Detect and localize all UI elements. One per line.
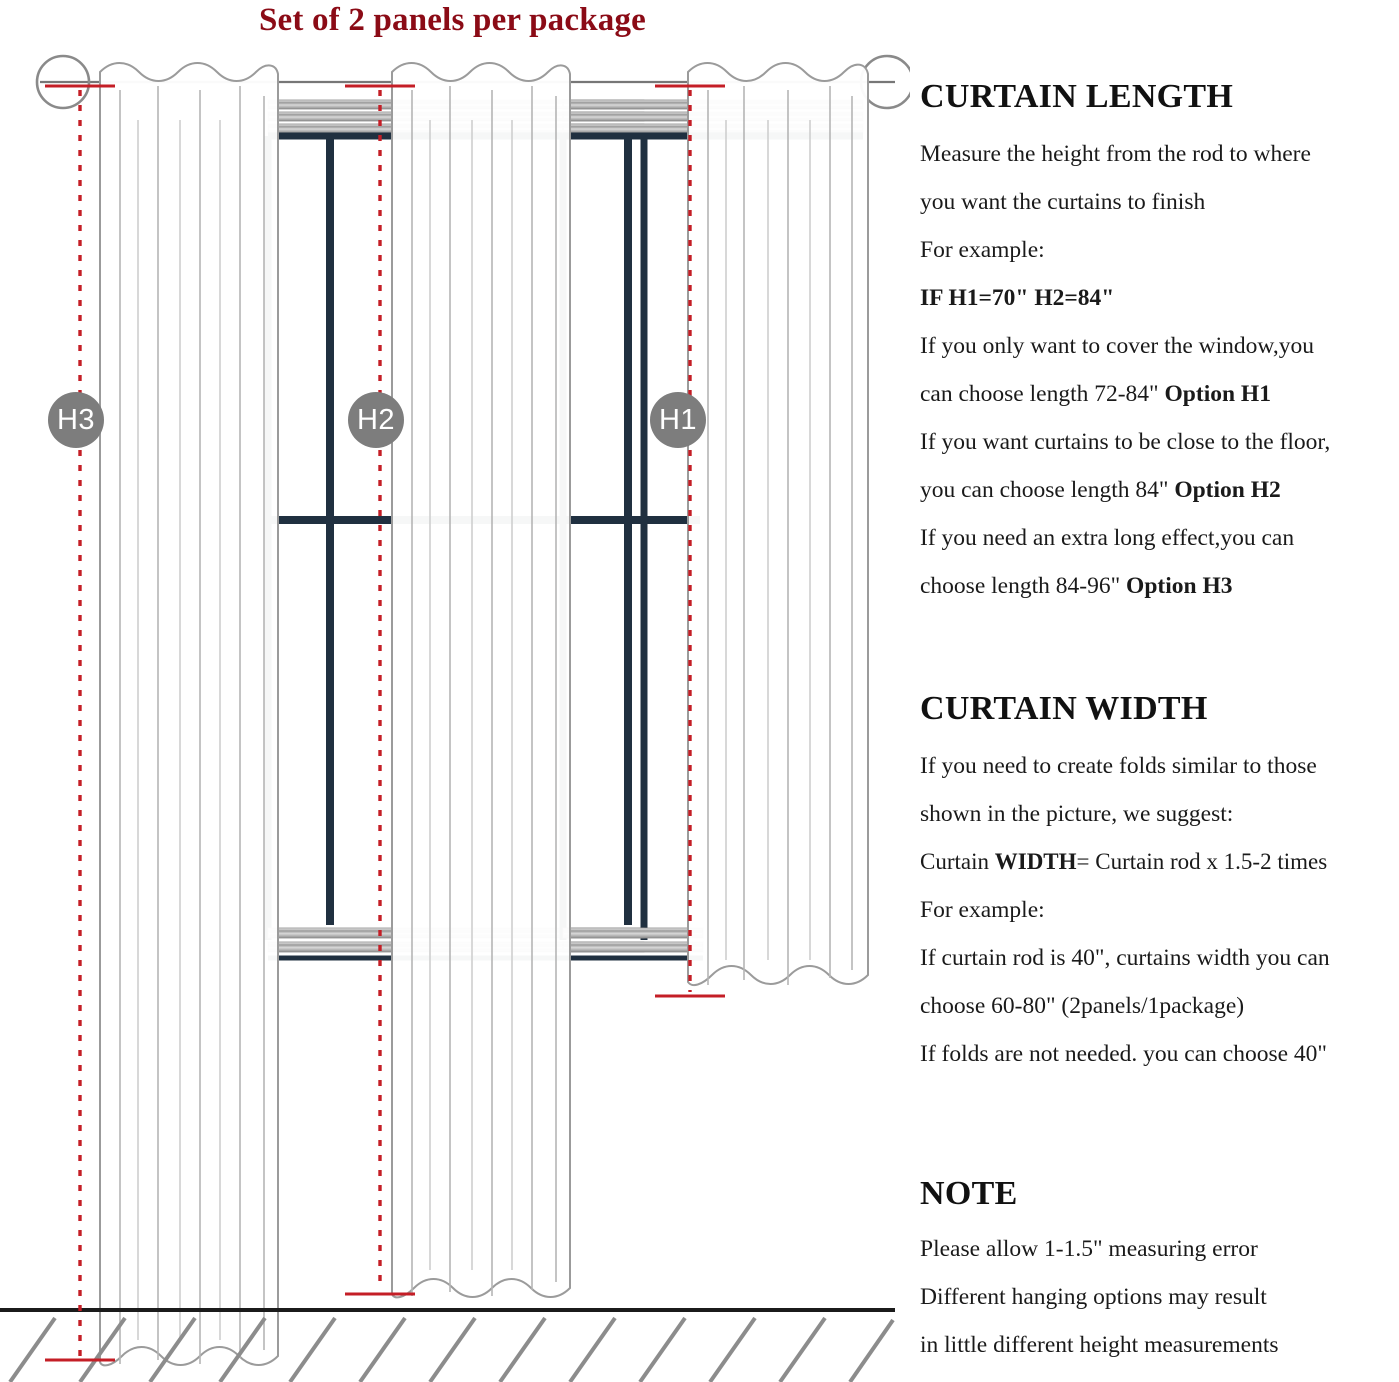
- measure-badge-h1: H1: [650, 392, 706, 448]
- section-curtain-length: [920, 78, 1399, 610]
- length-line-9: If you need an extra long effect,you can: [920, 525, 1295, 551]
- length-line-6-text: can choose length 72-84": [920, 381, 1165, 407]
- width-line-3-text: Curtain: [920, 849, 995, 874]
- length-line-3: For example:: [920, 237, 1045, 263]
- heading-curtain-width: CURTAIN WIDTH: [920, 690, 1208, 727]
- length-line-10: [920, 562, 1399, 610]
- length-line-6: [920, 370, 1399, 418]
- measure-badge-h2: H2: [348, 392, 404, 448]
- page-title: Set of 2 panels per package: [258, 2, 647, 38]
- heading-note: NOTE: [920, 1175, 1018, 1212]
- length-line-5: If you only want to cover the window,you: [920, 333, 1314, 359]
- length-line-10-option: Option H3: [1126, 573, 1233, 599]
- width-line-5: If curtain rod is 40", curtains width you can: [920, 945, 1330, 971]
- width-line-7: If folds are not needed. you can choose 40": [920, 1041, 1327, 1067]
- width-line-2: shown in the picture, we suggest:: [920, 801, 1234, 827]
- heading-curtain-length: CURTAIN LENGTH: [920, 78, 1234, 115]
- instructions-column: [920, 0, 1399, 1382]
- length-line-8-option: Option H2: [1174, 477, 1281, 503]
- width-line-1: If you need to create folds similar to those: [920, 753, 1317, 779]
- note-line-1: Please allow 1-1.5" measuring error: [920, 1236, 1258, 1262]
- width-line-6: choose 60-80" (2panels/1package): [920, 993, 1245, 1019]
- length-line-4: IF H1=70" H2=84": [920, 285, 1115, 311]
- width-line-3-tail: = Curtain rod x 1.5-2 times: [1076, 849, 1328, 874]
- curtain-panel-h1: [688, 63, 868, 985]
- note-line-2: Different hanging options may result: [920, 1284, 1267, 1310]
- length-line-6-option: Option H1: [1164, 381, 1271, 407]
- width-line-3: [920, 838, 1399, 886]
- note-line-3: in little different height measurements: [920, 1332, 1279, 1358]
- length-line-1: Measure the height from the rod to where: [920, 141, 1311, 167]
- length-line-2: you want the curtains to finish: [920, 189, 1206, 215]
- length-line-7: If you want curtains to be close to the floor,: [920, 429, 1331, 455]
- measure-badge-h3: H3: [48, 392, 104, 448]
- length-line-8-text: you can choose length 84": [920, 477, 1175, 503]
- section-note: [920, 1175, 1399, 1369]
- width-line-3-bold: WIDTH: [994, 849, 1077, 874]
- length-line-8: [920, 466, 1399, 514]
- curtain-panel-h2: [392, 63, 570, 1297]
- width-line-4: For example:: [920, 897, 1045, 923]
- curtain-panel-h3: [100, 63, 278, 1365]
- length-line-10-text: choose length 84-96": [920, 573, 1127, 599]
- section-curtain-width: [920, 690, 1399, 1078]
